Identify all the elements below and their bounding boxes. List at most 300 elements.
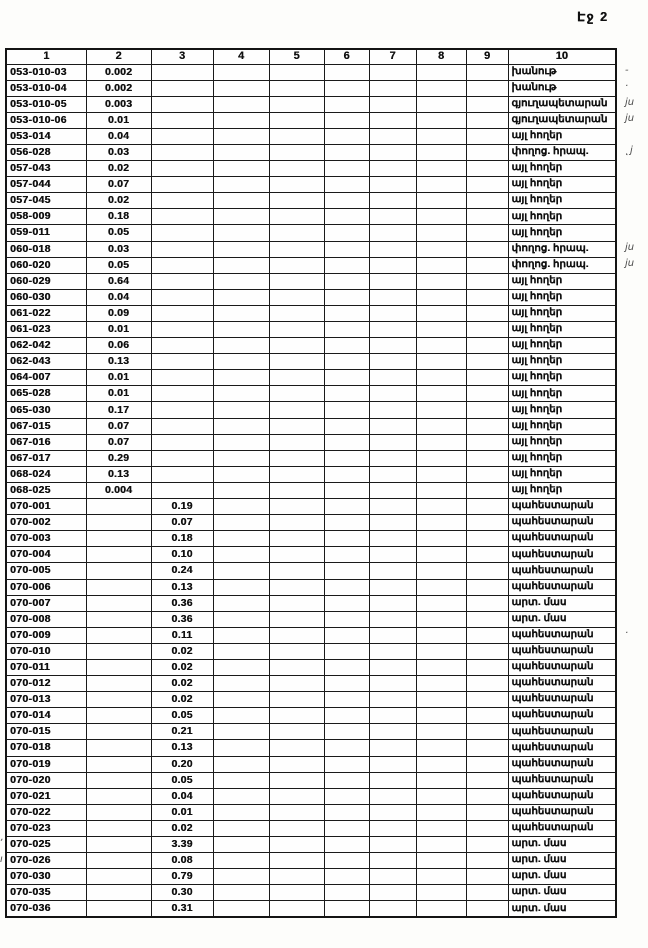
cell-col4: [213, 724, 269, 740]
cell-col4: [213, 563, 269, 579]
cell-col3: [151, 338, 213, 354]
cell-col10: պահեստարան: [508, 676, 616, 692]
cell-col9: [466, 499, 508, 515]
header-col-3: 3: [151, 49, 213, 64]
cell-col10: գյուղապետարան: [508, 96, 616, 112]
cell-col5: [269, 193, 324, 209]
cell-col5: [269, 338, 324, 354]
cell-col8: [416, 820, 466, 836]
cell-col4: [213, 772, 269, 788]
cell-col3: 0.21: [151, 724, 213, 740]
cell-col6: [324, 386, 369, 402]
handwritten-mark: ju: [625, 242, 635, 253]
cell-col6: [324, 241, 369, 257]
cell-col2: [86, 740, 151, 756]
cell-col8: [416, 370, 466, 386]
table-row: [6, 772, 616, 788]
cell-col8: [416, 547, 466, 563]
cell-col1: 061-022: [6, 305, 86, 321]
cell-col10: պահեստարան: [508, 788, 616, 804]
cell-col7: [369, 901, 416, 918]
cell-col3: 0.07: [151, 515, 213, 531]
cell-col10: խանութ: [508, 80, 616, 96]
cell-col6: [324, 144, 369, 160]
cell-col9: [466, 643, 508, 659]
cell-col1: 070-021: [6, 788, 86, 804]
cell-col9: [466, 820, 508, 836]
cell-col6: [324, 659, 369, 675]
table-row: [6, 161, 616, 177]
cell-col8: [416, 853, 466, 869]
cell-col6: [324, 853, 369, 869]
cell-col6: [324, 627, 369, 643]
table-row: [6, 402, 616, 418]
cell-col1: 053-010-06: [6, 112, 86, 128]
cell-col5: [269, 434, 324, 450]
cell-col3: 0.02: [151, 820, 213, 836]
cell-col2: 0.04: [86, 289, 151, 305]
cell-col8: [416, 531, 466, 547]
cell-col7: [369, 257, 416, 273]
cell-col5: [269, 547, 324, 563]
cell-col8: [416, 112, 466, 128]
cell-col2: 0.01: [86, 370, 151, 386]
cell-col10: արտ. մաս: [508, 869, 616, 885]
cell-col7: [369, 788, 416, 804]
handwritten-mark: ju: [625, 113, 635, 124]
cell-col8: [416, 466, 466, 482]
cell-col8: [416, 322, 466, 338]
cell-col9: [466, 209, 508, 225]
cell-col7: [369, 64, 416, 80]
cell-col9: [466, 370, 508, 386]
cell-col7: [369, 772, 416, 788]
cell-col10: այլ հողեր: [508, 434, 616, 450]
cell-col5: [269, 531, 324, 547]
cell-col10: պահեստարան: [508, 724, 616, 740]
cell-col9: [466, 627, 508, 643]
cell-col4: [213, 64, 269, 80]
cell-col4: [213, 354, 269, 370]
table-row: [6, 853, 616, 869]
table-row: [6, 547, 616, 563]
cell-col1: 070-008: [6, 611, 86, 627]
cell-col3: 0.05: [151, 772, 213, 788]
cell-col7: [369, 547, 416, 563]
cell-col4: [213, 643, 269, 659]
cell-col5: [269, 788, 324, 804]
cell-col6: [324, 209, 369, 225]
cell-col10: այլ հողեր: [508, 161, 616, 177]
cell-col7: [369, 515, 416, 531]
cell-col10: այլ հողեր: [508, 418, 616, 434]
cell-col5: [269, 96, 324, 112]
header-col-4: 4: [213, 49, 269, 64]
cell-col9: [466, 225, 508, 241]
cell-col9: [466, 193, 508, 209]
cell-col5: [269, 418, 324, 434]
cell-col9: [466, 418, 508, 434]
cell-col8: [416, 579, 466, 595]
cell-col9: [466, 611, 508, 627]
table-row: [6, 756, 616, 772]
cell-col2: 0.03: [86, 144, 151, 160]
cell-col8: [416, 627, 466, 643]
cell-col10: այլ հողեր: [508, 482, 616, 498]
cell-col6: [324, 322, 369, 338]
cell-col9: [466, 676, 508, 692]
cell-col6: [324, 740, 369, 756]
cell-col9: [466, 482, 508, 498]
table-row: [6, 643, 616, 659]
cell-col10: այլ հողեր: [508, 193, 616, 209]
cell-col5: [269, 627, 324, 643]
cell-col8: [416, 209, 466, 225]
cell-col1: 070-015: [6, 724, 86, 740]
cell-col10: այլ հողեր: [508, 402, 616, 418]
table-row: [6, 322, 616, 338]
cell-col2: 0.64: [86, 273, 151, 289]
cell-col1: 070-011: [6, 659, 86, 675]
cell-col2: [86, 708, 151, 724]
cell-col5: [269, 515, 324, 531]
cell-col2: [86, 885, 151, 901]
cell-col2: [86, 724, 151, 740]
cell-col9: [466, 289, 508, 305]
cell-col1: 056-028: [6, 144, 86, 160]
cell-col1: 070-030: [6, 869, 86, 885]
cell-col3: [151, 257, 213, 273]
table-row: [6, 820, 616, 836]
cell-col7: [369, 531, 416, 547]
cell-col6: [324, 64, 369, 80]
cell-col7: [369, 627, 416, 643]
cell-col5: [269, 659, 324, 675]
cell-col2: 0.07: [86, 177, 151, 193]
cell-col2: [86, 579, 151, 595]
cell-col10: խանութ: [508, 64, 616, 80]
header-col-5: 5: [269, 49, 324, 64]
cell-col4: [213, 305, 269, 321]
handwritten-mark: ju: [625, 97, 635, 108]
cell-col9: [466, 241, 508, 257]
cell-col10: այլ հողեր: [508, 177, 616, 193]
cell-col4: [213, 273, 269, 289]
cell-col2: 0.002: [86, 80, 151, 96]
cell-col2: 0.04: [86, 128, 151, 144]
cell-col5: [269, 772, 324, 788]
cell-col2: [86, 901, 151, 918]
cell-col10: այլ հողեր: [508, 386, 616, 402]
cell-col4: [213, 627, 269, 643]
cell-col6: [324, 676, 369, 692]
table-row: [6, 434, 616, 450]
cell-col9: [466, 804, 508, 820]
handwritten-mark: ·: [625, 81, 629, 92]
cell-col7: [369, 450, 416, 466]
cell-col10: արտ. մաս: [508, 837, 616, 853]
cell-col8: [416, 386, 466, 402]
land-parcel-table: [5, 48, 617, 918]
cell-col4: [213, 402, 269, 418]
cell-col10: պահեստարան: [508, 659, 616, 675]
cell-col3: [151, 289, 213, 305]
cell-col10: պահեստարան: [508, 563, 616, 579]
cell-col7: [369, 225, 416, 241]
cell-col9: [466, 96, 508, 112]
cell-col8: [416, 161, 466, 177]
cell-col10: պահեստարան: [508, 579, 616, 595]
cell-col5: [269, 820, 324, 836]
cell-col9: [466, 756, 508, 772]
table-row: [6, 80, 616, 96]
cell-col2: [86, 627, 151, 643]
cell-col8: [416, 499, 466, 515]
cell-col7: [369, 209, 416, 225]
table-row: [6, 676, 616, 692]
cell-col2: 0.03: [86, 241, 151, 257]
cell-col5: [269, 611, 324, 627]
cell-col3: [151, 209, 213, 225]
cell-col10: այլ հողեր: [508, 322, 616, 338]
cell-col1: 070-009: [6, 627, 86, 643]
cell-col5: [269, 370, 324, 386]
cell-col9: [466, 80, 508, 96]
cell-col7: [369, 869, 416, 885]
table-row: [6, 659, 616, 675]
cell-col5: [269, 64, 324, 80]
header-row: [6, 49, 616, 64]
cell-col8: [416, 241, 466, 257]
cell-col7: [369, 418, 416, 434]
table-row: [6, 724, 616, 740]
cell-col2: 0.003: [86, 96, 151, 112]
cell-col4: [213, 289, 269, 305]
table-row: [6, 144, 616, 160]
cell-col3: [151, 112, 213, 128]
cell-col2: 0.05: [86, 225, 151, 241]
cell-col10: պահեստարան: [508, 515, 616, 531]
cell-col2: [86, 853, 151, 869]
cell-col7: [369, 837, 416, 853]
cell-col4: [213, 434, 269, 450]
cell-col1: 057-043: [6, 161, 86, 177]
cell-col5: [269, 322, 324, 338]
cell-col3: 0.08: [151, 853, 213, 869]
cell-col6: [324, 724, 369, 740]
cell-col6: [324, 579, 369, 595]
cell-col9: [466, 112, 508, 128]
cell-col9: [466, 901, 508, 918]
cell-col10: փողոց. հրապ.: [508, 241, 616, 257]
cell-col2: [86, 756, 151, 772]
cell-col8: [416, 450, 466, 466]
cell-col8: [416, 740, 466, 756]
cell-col2: 0.02: [86, 161, 151, 177]
cell-col2: [86, 676, 151, 692]
cell-col6: [324, 289, 369, 305]
cell-col10: այլ հողեր: [508, 209, 616, 225]
cell-col7: [369, 144, 416, 160]
cell-col9: [466, 531, 508, 547]
cell-col4: [213, 708, 269, 724]
cell-col2: 0.07: [86, 434, 151, 450]
cell-col4: [213, 595, 269, 611]
cell-col10: արտ. մաս: [508, 885, 616, 901]
table-row: [6, 627, 616, 643]
cell-col5: [269, 177, 324, 193]
cell-col6: [324, 547, 369, 563]
cell-col5: [269, 837, 324, 853]
cell-col9: [466, 161, 508, 177]
cell-col7: [369, 338, 416, 354]
cell-col3: 0.11: [151, 627, 213, 643]
table-row: [6, 869, 616, 885]
cell-col3: [151, 193, 213, 209]
cell-col4: [213, 837, 269, 853]
cell-col7: [369, 740, 416, 756]
cell-col10: պահեստարան: [508, 740, 616, 756]
cell-col8: [416, 96, 466, 112]
table-row: [6, 96, 616, 112]
cell-col4: [213, 144, 269, 160]
cell-col9: [466, 837, 508, 853]
cell-col8: [416, 64, 466, 80]
cell-col8: [416, 418, 466, 434]
cell-col6: [324, 869, 369, 885]
cell-col4: [213, 370, 269, 386]
cell-col6: [324, 788, 369, 804]
cell-col7: [369, 708, 416, 724]
cell-col4: [213, 80, 269, 96]
cell-col2: 0.002: [86, 64, 151, 80]
cell-col3: 0.05: [151, 708, 213, 724]
cell-col3: 0.24: [151, 563, 213, 579]
cell-col6: [324, 499, 369, 515]
cell-col6: [324, 611, 369, 627]
cell-col9: [466, 338, 508, 354]
cell-col9: [466, 386, 508, 402]
cell-col7: [369, 611, 416, 627]
cell-col3: [151, 144, 213, 160]
cell-col8: [416, 708, 466, 724]
header-col-7: 7: [369, 49, 416, 64]
cell-col9: [466, 659, 508, 675]
cell-col3: 0.13: [151, 740, 213, 756]
cell-col5: [269, 804, 324, 820]
cell-col7: [369, 80, 416, 96]
cell-col4: [213, 676, 269, 692]
cell-col3: [151, 161, 213, 177]
cell-col3: 0.01: [151, 804, 213, 820]
cell-col1: 062-042: [6, 338, 86, 354]
cell-col10: այլ հողեր: [508, 273, 616, 289]
cell-col2: 0.02: [86, 193, 151, 209]
cell-col6: [324, 643, 369, 659]
cell-col10: այլ հողեր: [508, 128, 616, 144]
cell-col7: [369, 241, 416, 257]
cell-col1: 070-014: [6, 708, 86, 724]
cell-col1: 067-016: [6, 434, 86, 450]
cell-col1: 070-005: [6, 563, 86, 579]
cell-col3: [151, 225, 213, 241]
cell-col6: [324, 708, 369, 724]
cell-col7: [369, 820, 416, 836]
cell-col2: 0.01: [86, 112, 151, 128]
cell-col9: [466, 692, 508, 708]
cell-col2: 0.06: [86, 338, 151, 354]
cell-col6: [324, 177, 369, 193]
cell-col9: [466, 869, 508, 885]
table-row: [6, 579, 616, 595]
cell-col6: [324, 595, 369, 611]
cell-col8: [416, 563, 466, 579]
cell-col7: [369, 563, 416, 579]
cell-col1: 062-043: [6, 354, 86, 370]
cell-col6: [324, 80, 369, 96]
cell-col7: [369, 289, 416, 305]
cell-col7: [369, 112, 416, 128]
cell-col7: [369, 482, 416, 498]
cell-col5: [269, 579, 324, 595]
cell-col4: [213, 112, 269, 128]
cell-col6: [324, 418, 369, 434]
cell-col10: այլ հողեր: [508, 225, 616, 241]
cell-col8: [416, 482, 466, 498]
cell-col7: [369, 724, 416, 740]
cell-col4: [213, 96, 269, 112]
cell-col1: 070-004: [6, 547, 86, 563]
cell-col1: 070-010: [6, 643, 86, 659]
cell-col1: 070-019: [6, 756, 86, 772]
cell-col10: այլ հողեր: [508, 305, 616, 321]
cell-col8: [416, 305, 466, 321]
header-col-9: 9: [466, 49, 508, 64]
cell-col6: [324, 482, 369, 498]
cell-col1: 070-002: [6, 515, 86, 531]
cell-col7: [369, 161, 416, 177]
table-row: [6, 482, 616, 498]
cell-col3: [151, 418, 213, 434]
cell-col1: 065-030: [6, 402, 86, 418]
cell-col1: 070-023: [6, 820, 86, 836]
cell-col9: [466, 273, 508, 289]
cell-col7: [369, 273, 416, 289]
cell-col8: [416, 659, 466, 675]
table-row: [6, 112, 616, 128]
cell-col4: [213, 177, 269, 193]
table-row: [6, 305, 616, 321]
cell-col3: [151, 80, 213, 96]
table-row: [6, 354, 616, 370]
table-row: [6, 611, 616, 627]
table-row: [6, 418, 616, 434]
cell-col6: [324, 692, 369, 708]
cell-col1: 060-018: [6, 241, 86, 257]
cell-col4: [213, 257, 269, 273]
cell-col3: [151, 241, 213, 257]
cell-col4: [213, 820, 269, 836]
cell-col4: [213, 885, 269, 901]
cell-col8: [416, 177, 466, 193]
cell-col9: [466, 257, 508, 273]
cell-col3: [151, 466, 213, 482]
cell-col3: [151, 482, 213, 498]
header-col-10: 10: [508, 49, 616, 64]
cell-col6: [324, 338, 369, 354]
cell-col1: 070-007: [6, 595, 86, 611]
cell-col2: 0.17: [86, 402, 151, 418]
